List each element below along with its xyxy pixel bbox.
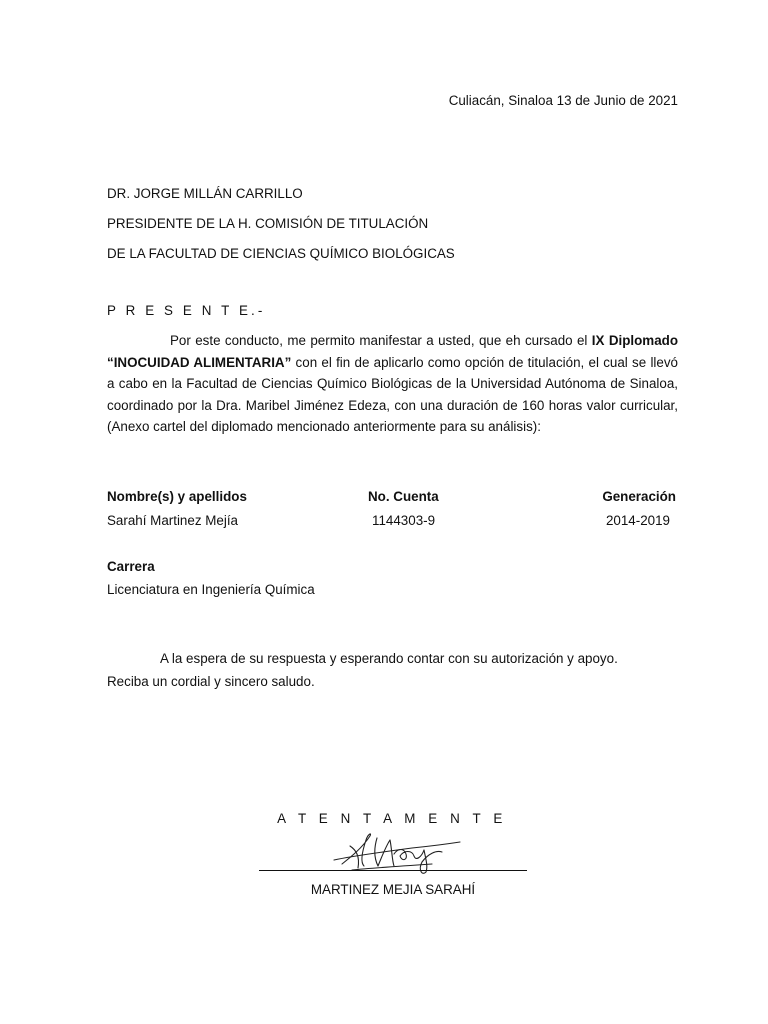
student-generation: 2014-2019 bbox=[605, 513, 670, 528]
recipient-block bbox=[107, 185, 455, 275]
diplomado-number: IX Diplomado bbox=[591, 333, 678, 348]
letter-date: Culiacán, Sinaloa 13 de Junio de 2021 bbox=[448, 93, 678, 108]
table-header-account: No. Cuenta bbox=[368, 489, 439, 504]
table-header-name: Nombre(s) y apellidos bbox=[107, 489, 247, 504]
carrera-label: Carrera bbox=[107, 559, 155, 574]
signer-name: MARTINEZ MEJIA SARAHÍ bbox=[310, 882, 476, 897]
closing-line-2: Reciba un cordial y sincero saludo. bbox=[107, 674, 315, 689]
table-header-generation: Generación bbox=[602, 489, 676, 504]
salutation: P R E S E N T E.- bbox=[107, 303, 266, 318]
diplomado-name: “INOCUIDAD ALIMENTARIA” bbox=[107, 354, 292, 370]
sign-off: A T E N T A M E N T E bbox=[277, 811, 507, 826]
handwritten-signature bbox=[322, 826, 472, 876]
closing-line-1: A la espera de su respuesta y esperando contar con su autorización y apoyo. bbox=[160, 651, 618, 666]
body-text-1: Por este conducto, me permito manifestar a usted, que eh cursado el bbox=[170, 333, 592, 348]
recipient-faculty: DE LA FACULTAD DE CIENCIAS QUÍMICO BIOLÓGICAS bbox=[107, 246, 455, 261]
recipient-title: PRESIDENTE DE LA H. COMISIÓN DE TITULACIÓN bbox=[107, 216, 429, 231]
student-account: 1144303-9 bbox=[372, 513, 436, 528]
letter-body bbox=[107, 330, 678, 438]
recipient-name: DR. JORGE MILLÁN CARRILLO bbox=[107, 186, 303, 201]
signature-line bbox=[259, 870, 527, 871]
student-name: Sarahí Martinez Mejía bbox=[107, 513, 238, 528]
body-text-3: con el fin de aplicarlo como opción de titulación, el cual se llevó a cabo en la Facultad de Ciencias Químico Biológicas de la Universidad Autónoma de Sinaloa, coordinado por la Dra. Maribel Jiménez Edeza, con una duración de 160 horas valor curricular, (Anexo cartel del diplomado mencionado anteriormente para su análisis): bbox=[107, 354, 678, 434]
carrera-value: Licenciatura en Ingeniería Química bbox=[107, 582, 315, 597]
